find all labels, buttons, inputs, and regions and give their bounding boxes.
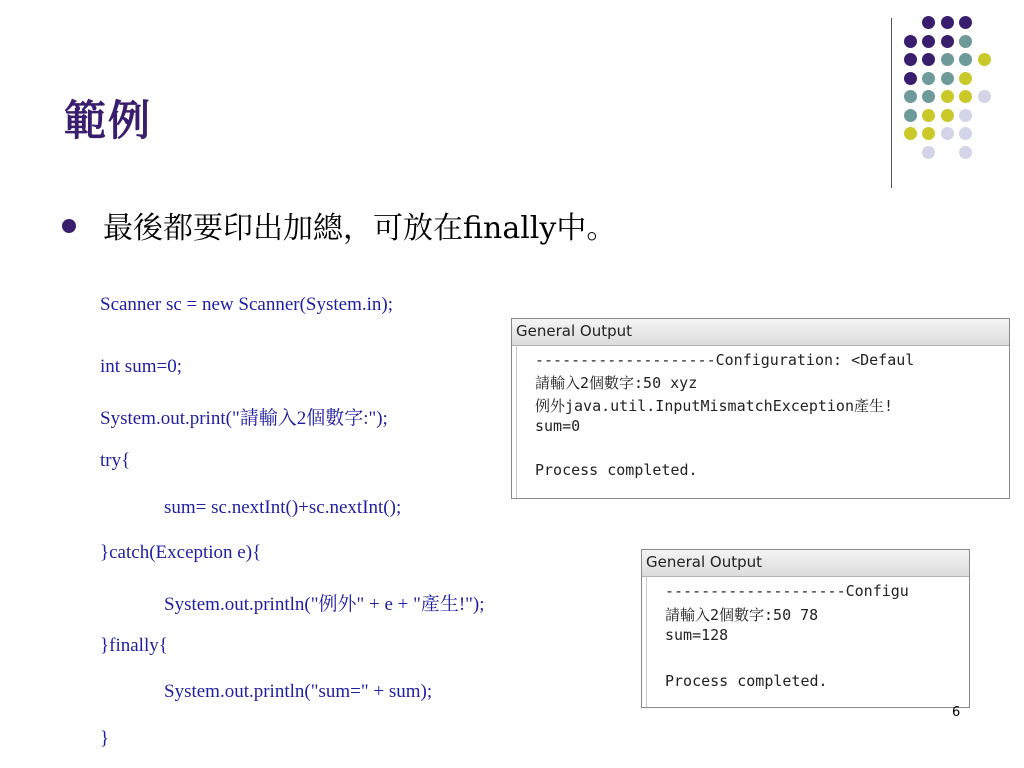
code-line: } bbox=[100, 728, 110, 749]
slide-title: 範例 bbox=[64, 96, 153, 145]
decorative-dot bbox=[959, 90, 972, 103]
divider-line bbox=[891, 18, 892, 188]
decorative-dot bbox=[904, 90, 917, 103]
decorative-dot bbox=[904, 53, 917, 66]
code-line: sum= sc.nextInt()+sc.nextInt(); bbox=[164, 497, 402, 518]
decorative-dot bbox=[941, 72, 954, 85]
decorative-dot bbox=[978, 90, 991, 103]
output-line: Process completed. bbox=[535, 461, 698, 479]
decorative-dot bbox=[922, 127, 935, 140]
panel-title: General Output bbox=[642, 550, 969, 577]
output-line: sum=0 bbox=[535, 417, 581, 435]
page-number: 6 bbox=[952, 705, 961, 720]
decorative-dot bbox=[978, 53, 991, 66]
decorative-dot bbox=[941, 35, 954, 48]
decorative-dot bbox=[959, 109, 972, 122]
decorative-dot bbox=[959, 35, 972, 48]
output-line: --------------------Configu bbox=[665, 582, 909, 600]
decorative-dot bbox=[922, 72, 935, 85]
output-line: 請輸入2個數字:50 xyz bbox=[535, 374, 698, 392]
code-line: try{ bbox=[100, 450, 131, 471]
code-line: System.out.println("sum=" + sum); bbox=[164, 681, 433, 702]
bullet-icon bbox=[62, 219, 76, 233]
decorative-dot bbox=[959, 53, 972, 66]
decorative-dot bbox=[941, 16, 954, 29]
panel-body bbox=[646, 576, 969, 707]
decorative-dot bbox=[904, 109, 917, 122]
decorative-dot bbox=[941, 53, 954, 66]
output-line: 例外java.util.InputMismatchException產生! bbox=[535, 397, 894, 415]
code-line: int sum=0; bbox=[100, 356, 182, 377]
output-line: Process completed. bbox=[665, 672, 828, 690]
panel-body bbox=[516, 345, 1009, 498]
decorative-dot bbox=[959, 146, 972, 159]
decorative-dot bbox=[904, 72, 917, 85]
decorative-dot-grid bbox=[0, 0, 1024, 200]
decorative-dot bbox=[922, 35, 935, 48]
output-line: 請輸入2個數字:50 78 bbox=[665, 606, 819, 624]
decorative-dot bbox=[959, 127, 972, 140]
decorative-dot bbox=[922, 16, 935, 29]
decorative-dot bbox=[941, 90, 954, 103]
code-line: }finally{ bbox=[100, 635, 168, 656]
decorative-dot bbox=[922, 146, 935, 159]
decorative-dot bbox=[941, 109, 954, 122]
decorative-dot bbox=[922, 53, 935, 66]
output-line: sum=128 bbox=[665, 626, 729, 644]
code-line: Scanner sc = new Scanner(System.in); bbox=[100, 294, 393, 315]
code-line: System.out.println("例外" + e + "產生!"); bbox=[164, 594, 485, 615]
decorative-dot bbox=[904, 127, 917, 140]
decorative-dot bbox=[959, 72, 972, 85]
decorative-dot bbox=[922, 90, 935, 103]
decorative-dot bbox=[941, 127, 954, 140]
output-line: --------------------Configuration: <Defaul bbox=[535, 351, 915, 369]
output-panel-2 bbox=[641, 549, 970, 708]
panel-title: General Output bbox=[512, 319, 1009, 346]
code-line: System.out.print("請輸入2個數字:"); bbox=[100, 408, 388, 429]
decorative-dot bbox=[922, 109, 935, 122]
code-line: }catch(Exception e){ bbox=[100, 542, 262, 563]
output-panel-1 bbox=[511, 318, 1010, 499]
decorative-dot bbox=[904, 35, 917, 48]
bullet-text: 最後都要印出加總，可放在finally中。 bbox=[103, 211, 617, 246]
decorative-dot bbox=[959, 16, 972, 29]
